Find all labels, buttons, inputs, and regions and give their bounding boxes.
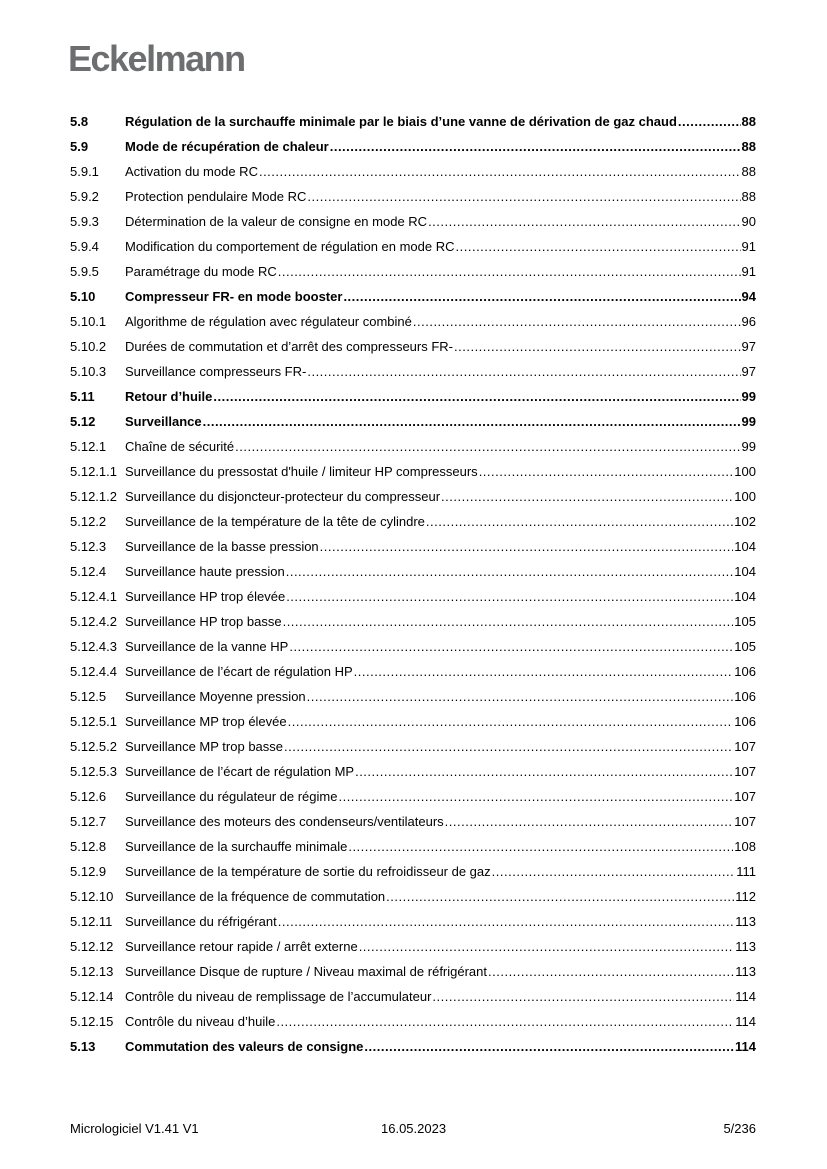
toc-entry-title: Mode de récupération de chaleur — [125, 139, 329, 154]
toc-entry-page: 107 — [734, 764, 756, 779]
toc-entry-number: 5.9 — [70, 139, 89, 154]
dot-leader — [213, 389, 740, 404]
toc-entry-page: 99 — [741, 439, 756, 454]
dot-leader — [276, 1014, 734, 1029]
toc-entry-title: Paramétrage du mode RC — [125, 264, 277, 279]
toc-entry-title: Surveillance de la température de sortie du refroidisseur de gaz — [125, 864, 491, 879]
dot-leader — [413, 314, 741, 329]
toc-entry-title: Activation du mode RC — [125, 164, 258, 179]
dot-leader — [278, 914, 735, 929]
dot-leader — [445, 814, 734, 829]
toc-entry[interactable] — [70, 634, 756, 659]
dot-leader — [286, 589, 733, 604]
toc-entry-page: 99 — [741, 414, 756, 429]
toc-entry[interactable] — [70, 359, 756, 384]
toc-entry-number: 5.9.3 — [70, 214, 99, 229]
toc-entry-number: 5.9.5 — [70, 264, 99, 279]
toc-entry-number: 5.12.12 — [70, 939, 114, 954]
toc-entry-title: Contrôle du niveau de remplissage de l’accumulateur — [125, 989, 432, 1004]
dot-leader — [426, 514, 733, 529]
toc-entry[interactable] — [70, 159, 756, 184]
toc-entry-title: Protection pendulaire Mode RC — [125, 189, 307, 204]
toc-entry-title: Surveillance HP trop basse — [125, 614, 282, 629]
toc-entry-page: 114 — [735, 989, 756, 1004]
toc-entry-number: 5.12.4 — [70, 564, 107, 579]
toc-entry-title: Surveillance MP trop élevée — [125, 714, 287, 729]
toc-entry-number: 5.8 — [70, 114, 89, 129]
toc-entry-page: 113 — [735, 914, 756, 929]
dot-leader — [343, 289, 740, 304]
toc-entry-page: 105 — [734, 614, 756, 629]
toc-entry-number: 5.12.13 — [70, 964, 114, 979]
toc-entry-page: 107 — [734, 789, 756, 804]
dot-leader — [456, 239, 741, 254]
footer-page-number: 5/236 — [723, 1121, 756, 1136]
toc-entry-number: 5.11 — [70, 389, 95, 404]
toc-entry-number: 5.10.3 — [70, 364, 107, 379]
toc-entry-page: 105 — [734, 639, 756, 654]
toc-entry-page: 99 — [741, 389, 756, 404]
toc-entry-page: 102 — [734, 514, 756, 529]
toc-entry-page: 88 — [741, 139, 756, 154]
dot-leader — [428, 214, 740, 229]
toc-entry-number: 5.9.4 — [70, 239, 99, 254]
dot-leader — [235, 439, 740, 454]
toc-entry-number: 5.12.5.3 — [70, 764, 117, 779]
toc-entry[interactable] — [70, 909, 756, 934]
toc-entry[interactable] — [70, 609, 756, 634]
toc-entry[interactable] — [70, 209, 756, 234]
dot-leader — [338, 789, 733, 804]
toc-entry-title: Commutation des valeurs de consigne — [125, 1039, 364, 1054]
toc-entry-number: 5.12.10 — [70, 889, 114, 904]
toc-entry-number: 5.12.4.1 — [70, 589, 117, 604]
toc-entry-page: 88 — [741, 114, 756, 129]
dot-leader — [492, 864, 736, 879]
toc-entry-page: 88 — [741, 189, 756, 204]
dot-leader — [286, 564, 734, 579]
toc-entry-number: 5.12.5.2 — [70, 739, 117, 754]
toc-entry[interactable] — [70, 859, 756, 884]
toc-entry[interactable] — [70, 1034, 756, 1059]
toc-entry-page: 104 — [734, 539, 756, 554]
dot-leader — [278, 264, 741, 279]
toc-entry-number: 5.12.4.4 — [70, 664, 117, 679]
toc-entry-number: 5.10.1 — [70, 314, 107, 329]
dot-leader — [364, 1039, 734, 1054]
toc-entry-title: Surveillance des moteurs des condenseurs/ventilateurs — [125, 814, 444, 829]
toc-entry[interactable] — [70, 734, 756, 759]
toc-entry-title: Surveillance retour rapide / arrêt externe — [125, 939, 358, 954]
dot-leader — [479, 464, 734, 479]
toc-entry-title: Surveillance de la basse pression — [125, 539, 319, 554]
toc-entry[interactable] — [70, 684, 756, 709]
toc-entry-page: 106 — [734, 714, 756, 729]
toc-entry-title: Surveillance HP trop élevée — [125, 589, 286, 604]
toc-entry[interactable] — [70, 284, 756, 309]
toc-entry-page: 100 — [734, 464, 756, 479]
toc-entry-title: Surveillance de l’écart de régulation MP — [125, 764, 355, 779]
toc-entry-page: 106 — [734, 689, 756, 704]
dot-leader — [348, 839, 733, 854]
toc-entry[interactable] — [70, 309, 756, 334]
toc-entry[interactable] — [70, 984, 756, 1009]
toc-entry-number: 5.12.14 — [70, 989, 114, 1004]
toc-entry-number: 5.12.1.1 — [70, 464, 117, 479]
toc-entry-number: 5.12.1 — [70, 439, 107, 454]
toc-entry-title: Détermination de la valeur de consigne en mode RC — [125, 214, 428, 229]
toc-entry-title: Surveillance du disjoncteur-protecteur du compresseur — [125, 489, 441, 504]
toc-entry[interactable] — [70, 659, 756, 684]
toc-entry-number: 5.12.4.3 — [70, 639, 117, 654]
toc-entry-title: Surveillance haute pression — [125, 564, 285, 579]
toc-entry-number: 5.12.5 — [70, 689, 107, 704]
toc-entry-page: 97 — [741, 339, 756, 354]
toc-entry-title: Surveillance du réfrigérant — [125, 914, 277, 929]
toc-entry-page: 114 — [735, 1039, 756, 1054]
dot-leader — [203, 414, 741, 429]
toc-entry-title: Durées de commutation et d’arrêt des compresseurs FR- — [125, 339, 454, 354]
toc-entry[interactable] — [70, 534, 756, 559]
toc-entry-title: Chaîne de sécurité — [125, 439, 235, 454]
toc-entry-title: Surveillance MP trop basse — [125, 739, 284, 754]
toc-entry-page: 108 — [734, 839, 756, 854]
toc-entry-title: Algorithme de régulation avec régulateur combiné — [125, 314, 412, 329]
toc-entry-number: 5.12.4.2 — [70, 614, 117, 629]
toc-entry-number: 5.9.1 — [70, 164, 99, 179]
dot-leader — [289, 639, 733, 654]
dot-leader — [259, 164, 741, 179]
toc-entry-page: 91 — [741, 239, 756, 254]
dot-leader — [454, 339, 741, 354]
table-of-contents — [70, 109, 756, 1059]
toc-entry-title: Surveillance Moyenne pression — [125, 689, 306, 704]
toc-entry[interactable] — [70, 234, 756, 259]
dot-leader — [678, 114, 741, 129]
toc-entry[interactable] — [70, 334, 756, 359]
toc-entry[interactable] — [70, 934, 756, 959]
dot-leader — [320, 539, 734, 554]
toc-entry[interactable] — [70, 109, 756, 134]
toc-entry-page: 96 — [741, 314, 756, 329]
dot-leader — [355, 764, 733, 779]
toc-entry-title: Surveillance de l’écart de régulation HP — [125, 664, 353, 679]
toc-entry-title: Surveillance de la fréquence de commutation — [125, 889, 386, 904]
toc-entry-page: 106 — [734, 664, 756, 679]
dot-leader — [307, 689, 734, 704]
toc-entry-title: Surveillance Disque de rupture / Niveau maximal de réfrigérant — [125, 964, 488, 979]
toc-entry-title: Modification du comportement de régulation en mode RC — [125, 239, 455, 254]
toc-entry[interactable] — [70, 484, 756, 509]
dot-leader — [330, 139, 741, 154]
toc-entry[interactable] — [70, 459, 756, 484]
toc-entry-title: Surveillance du pressostat d'huile / limiteur HP compresseurs — [125, 464, 478, 479]
toc-entry-page: 91 — [741, 264, 756, 279]
toc-entry-page: 94 — [741, 289, 756, 304]
toc-entry-page: 97 — [741, 364, 756, 379]
toc-entry-number: 5.12.15 — [70, 1014, 114, 1029]
toc-entry[interactable] — [70, 959, 756, 984]
toc-entry-page: 113 — [735, 964, 756, 979]
dot-leader — [284, 739, 733, 754]
toc-entry[interactable] — [70, 559, 756, 584]
toc-entry-number: 5.12.1.2 — [70, 489, 117, 504]
toc-entry-number: 5.13 — [70, 1039, 96, 1054]
toc-entry-number: 5.12 — [70, 414, 96, 429]
toc-entry-number: 5.12.7 — [70, 814, 107, 829]
toc-entry-page: 112 — [735, 889, 756, 904]
eckelmann-logo: Eckelmann — [68, 38, 245, 79]
toc-entry-number: 5.12.3 — [70, 539, 107, 554]
dot-leader — [307, 189, 740, 204]
toc-entry[interactable] — [70, 784, 756, 809]
toc-entry[interactable] — [70, 409, 756, 434]
toc-entry[interactable] — [70, 184, 756, 209]
toc-entry-title: Régulation de la surchauffe minimale par le biais d’une vanne de dérivation de gaz chaud — [125, 114, 677, 129]
toc-entry[interactable] — [70, 809, 756, 834]
dot-leader — [288, 714, 734, 729]
toc-entry-title: Surveillance du régulateur de régime — [125, 789, 338, 804]
toc-entry-page: 111 — [736, 864, 756, 879]
toc-entry-title: Compresseur FR- en mode booster — [125, 289, 343, 304]
dot-leader — [307, 364, 740, 379]
toc-entry-page: 107 — [734, 739, 756, 754]
toc-entry[interactable] — [70, 259, 756, 284]
toc-entry[interactable] — [70, 759, 756, 784]
toc-entry[interactable] — [70, 834, 756, 859]
dot-leader — [441, 489, 733, 504]
toc-entry[interactable] — [70, 584, 756, 609]
toc-entry-number: 5.9.2 — [70, 189, 99, 204]
toc-entry-title: Surveillance compresseurs FR- — [125, 364, 307, 379]
toc-entry-page: 107 — [734, 814, 756, 829]
toc-entry-title: Retour d’huile — [125, 389, 213, 404]
toc-entry-number: 5.12.8 — [70, 839, 107, 854]
toc-entry[interactable] — [70, 709, 756, 734]
toc-entry-number: 5.12.11 — [70, 914, 113, 929]
dot-leader — [432, 989, 734, 1004]
toc-entry-page: 113 — [735, 939, 756, 954]
dot-leader — [386, 889, 734, 904]
dot-leader — [283, 614, 734, 629]
toc-entry-number: 5.12.9 — [70, 864, 107, 879]
toc-entry-number: 5.10.2 — [70, 339, 107, 354]
toc-entry-number: 5.10 — [70, 289, 96, 304]
toc-entry[interactable] — [70, 884, 756, 909]
toc-entry-number: 5.12.5.1 — [70, 714, 117, 729]
toc-entry[interactable] — [70, 1009, 756, 1034]
toc-entry-number: 5.12.2 — [70, 514, 107, 529]
toc-entry-page: 90 — [741, 214, 756, 229]
dot-leader — [488, 964, 734, 979]
toc-entry-page: 104 — [734, 589, 756, 604]
toc-entry[interactable] — [70, 384, 756, 409]
toc-entry[interactable] — [70, 434, 756, 459]
toc-entry-number: 5.12.6 — [70, 789, 107, 804]
toc-entry-page: 104 — [734, 564, 756, 579]
toc-entry-page: 114 — [735, 1014, 756, 1029]
toc-entry-title: Surveillance — [125, 414, 202, 429]
dot-leader — [354, 664, 734, 679]
toc-entry-title: Surveillance de la surchauffe minimale — [125, 839, 348, 854]
toc-entry-title: Contrôle du niveau d’huile — [125, 1014, 276, 1029]
toc-entry-page: 88 — [741, 164, 756, 179]
toc-entry[interactable] — [70, 134, 756, 159]
toc-entry-title: Surveillance de la température de la tête de cylindre — [125, 514, 425, 529]
dot-leader — [359, 939, 735, 954]
footer-date: 16.05.2023 — [381, 1121, 447, 1136]
toc-entry-page: 100 — [734, 489, 756, 504]
footer-firmware-version: Micrologiciel V1.41 V1 — [70, 1121, 199, 1136]
toc-entry[interactable] — [70, 509, 756, 534]
toc-entry-title: Surveillance de la vanne HP — [125, 639, 289, 654]
